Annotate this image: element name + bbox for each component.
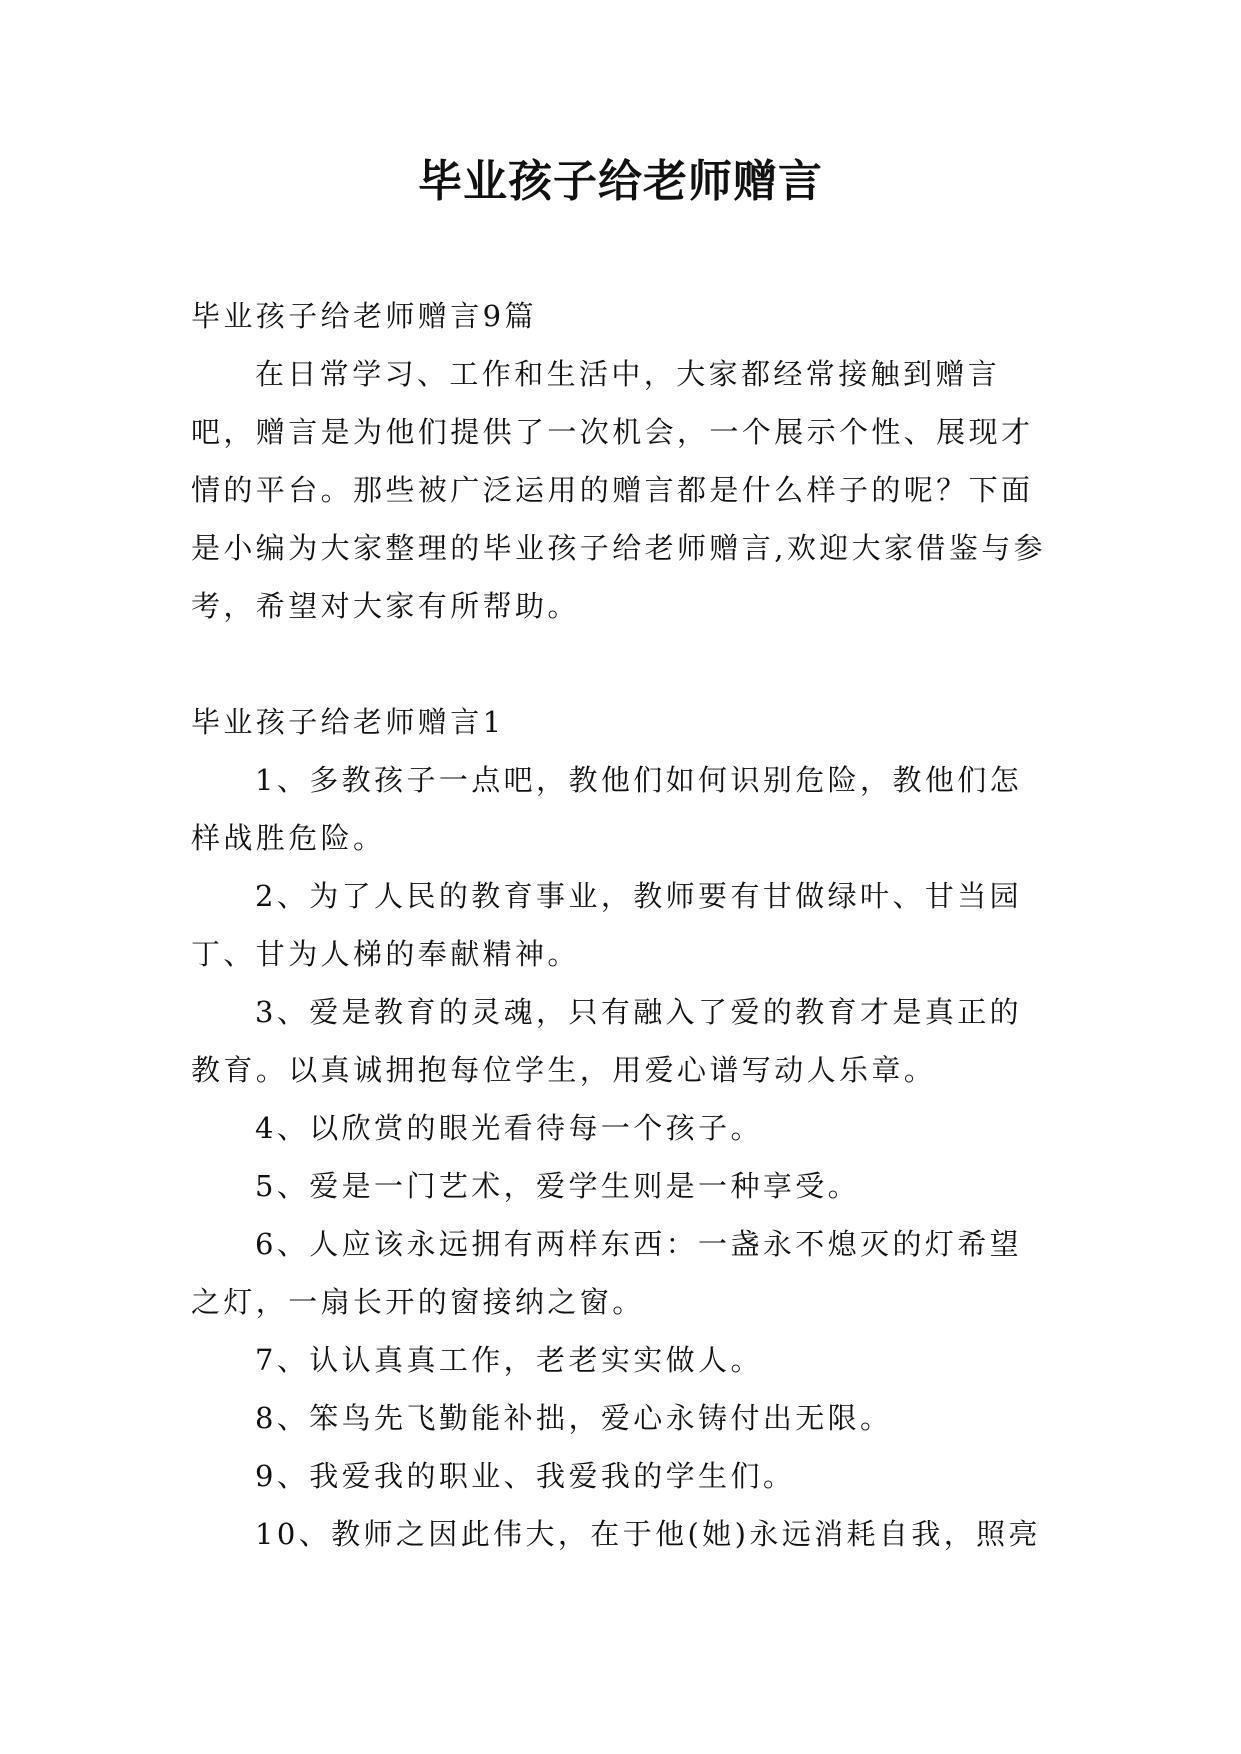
document-subtitle: 毕业孩子给老师赠言9篇 [191,299,537,333]
list-item: 9、我爱我的职业、我爱我的学生们。 [255,1459,796,1493]
list-item: 5、爱是一门艺术，爱学生则是一种享受。 [255,1169,861,1203]
list-item: 10、教师之因此伟大，在于他(她)永远消耗自我，照亮 [255,1517,1041,1551]
document-body [191,287,1047,1563]
document-title: 毕业孩子给老师赠言 [418,156,823,207]
list-item: 7、认认真真工作，老老实实做人。 [255,1343,763,1377]
list-item: 6、人应该永远拥有两样东西：一盏永不熄灭的灯希望之灯，一扇长开的窗接纳之窗。 [191,1227,1023,1319]
list-item: 1、多教孩子一点吧，教他们如何识别危险，教他们怎样战胜危险。 [191,763,1023,855]
list-item: 4、以欣赏的眼光看待每一个孩子。 [255,1111,763,1145]
list-item: 8、笨鸟先飞勤能补拙，爱心永铸付出无限。 [255,1401,893,1435]
list-item: 2、为了人民的教育事业，教师要有甘做绿叶、甘当园丁、甘为人梯的奉献精神。 [191,879,1023,971]
intro-paragraph: 在日常学习、工作和生活中，大家都经常接触到赠言吧，赠言是为他们提供了一次机会，一个展示个性、展现才情的平台。那些被广泛运用的赠言都是什么样子的呢？下面是小编为大家整理的毕业孩子给老师赠言,欢迎大家借鉴与参考，希望对大家有所帮助。 [191,357,1047,623]
list-item: 3、爱是教育的灵魂，只有融入了爱的教育才是真正的教育。以真诚拥抱每位学生，用爱心谱写动人乐章。 [191,995,1023,1087]
paragraph-spacer [191,635,1047,693]
section-heading: 毕业孩子给老师赠言1 [191,705,505,739]
